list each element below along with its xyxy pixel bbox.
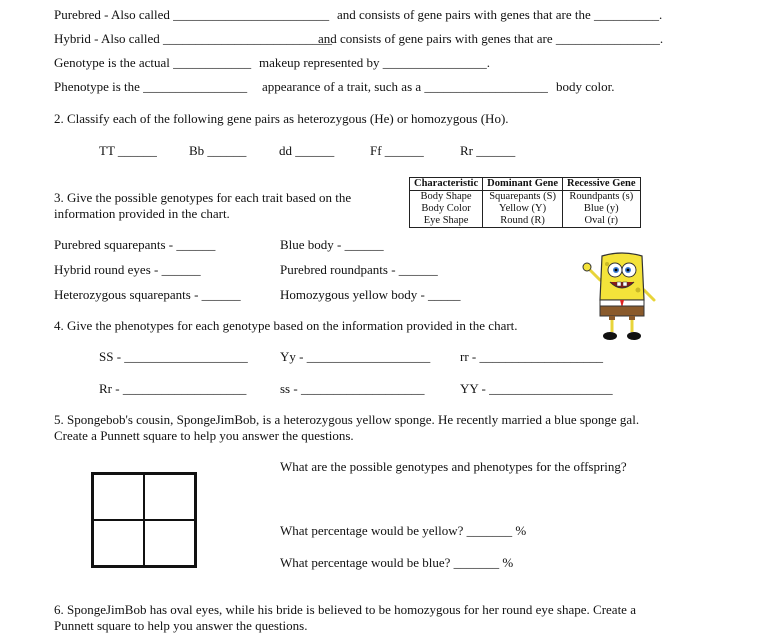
q4-item-yy-upper: YY - ___________________ (460, 381, 613, 396)
q3-item-hybrid-round-eyes: Hybrid round eyes - ______ (54, 262, 201, 277)
q4-prompt: 4. Give the phenotypes for each genotype based on the information provided in the chart. (54, 318, 518, 333)
chart-header-characteristic: Characteristic (410, 178, 483, 191)
q3-item-purebred-roundpants: Purebred roundpants - ______ (280, 262, 438, 277)
chart-cell: Body Color (410, 203, 483, 215)
hybrid-definition-b: and consists of gene pairs with genes that are ________________. (318, 31, 664, 46)
q5-question-genotypes: What are the possible genotypes and phenotypes for the offspring? (280, 459, 627, 474)
purebred-definition-b: and consists of gene pairs with genes that are the __________. (337, 7, 663, 22)
q3-prompt-line1: 3. Give the possible genotypes for each trait based on the (54, 190, 352, 205)
hybrid-definition-a: Hybrid - Also called __________________________ (54, 31, 333, 46)
q4-item-yy-mixed: Yy - ___________________ (280, 349, 431, 364)
q3-item-heterozygous-squarepants: Heterozygous squarepants - ______ (54, 287, 241, 302)
genotype-definition-a: Genotype is the actual ____________ (54, 55, 252, 70)
q3-item-purebred-squarepants: Purebred squarepants - ______ (54, 237, 216, 252)
chart-cell: Oval (r) (563, 215, 641, 228)
purebred-definition-a: Purebred - Also called ________________________ (54, 7, 330, 22)
q5-prompt-line2: Create a Punnett square to help you answer the questions. (54, 428, 354, 443)
chart-cell: Round (R) (483, 215, 563, 228)
chart-header-recessive: Recessive Gene (563, 178, 641, 191)
q2-pair-tt: TT ______ (99, 143, 157, 158)
q2-pair-bb: Bb ______ (189, 143, 247, 158)
genotype-definition-b: makeup represented by ________________. (259, 55, 491, 70)
q4-item-rr-mixed: Rr - ___________________ (99, 381, 247, 396)
trait-chart (409, 177, 641, 228)
chart-cell: Blue (y) (563, 203, 641, 215)
chart-cell: Eye Shape (410, 215, 483, 228)
q4-item-rr-lower: rr - ___________________ (460, 349, 603, 364)
phenotype-definition-b: appearance of a trait, such as a ___________________ (262, 79, 548, 94)
q3-item-homozygous-yellow-body: Homozygous yellow body - _____ (280, 287, 461, 302)
q3-prompt-line2: information provided in the chart. (54, 206, 230, 221)
q4-item-ss-lower: ss - ___________________ (280, 381, 425, 396)
chart-cell: Body Shape (410, 191, 483, 204)
q2-pair-rr: Rr ______ (460, 143, 516, 158)
q2-prompt: 2. Classify each of the following gene pairs as heterozygous (He) or homozygous (Ho). (54, 111, 509, 126)
q5-question-yellow-percent: What percentage would be yellow? _______ % (280, 523, 527, 538)
chart-cell: Yellow (Y) (483, 203, 563, 215)
q5-question-blue-percent: What percentage would be blue? _______ % (280, 555, 514, 570)
q4-item-ss-upper: SS - ___________________ (99, 349, 248, 364)
q6-prompt-line1: 6. SpongeJimBob has oval eyes, while his bride is believed to be homozygous for her round eye shape. Create a (54, 602, 636, 617)
q5-prompt-line1: 5. Spongebob's cousin, SpongeJimBob, is a heterozygous yellow sponge. He recently married a blue sponge gal. (54, 412, 640, 427)
chart-cell: Roundpants (s) (563, 191, 641, 204)
phenotype-definition-a: Phenotype is the ________________ (54, 79, 248, 94)
q2-pair-dd: dd ______ (279, 143, 335, 158)
chart-cell: Squarepants (S) (483, 191, 563, 204)
q3-item-blue-body: Blue body - ______ (280, 237, 384, 252)
phenotype-definition-c: body color. (556, 79, 615, 94)
chart-header-dominant: Dominant Gene (483, 178, 563, 191)
punnett-square (91, 472, 197, 568)
spongebob-illustration-icon (582, 250, 662, 342)
punnett-divider-horizontal (94, 519, 194, 521)
q6-prompt-line2: Punnett square to help you answer the questions. (54, 618, 308, 633)
q2-pair-ff: Ff ______ (370, 143, 424, 158)
